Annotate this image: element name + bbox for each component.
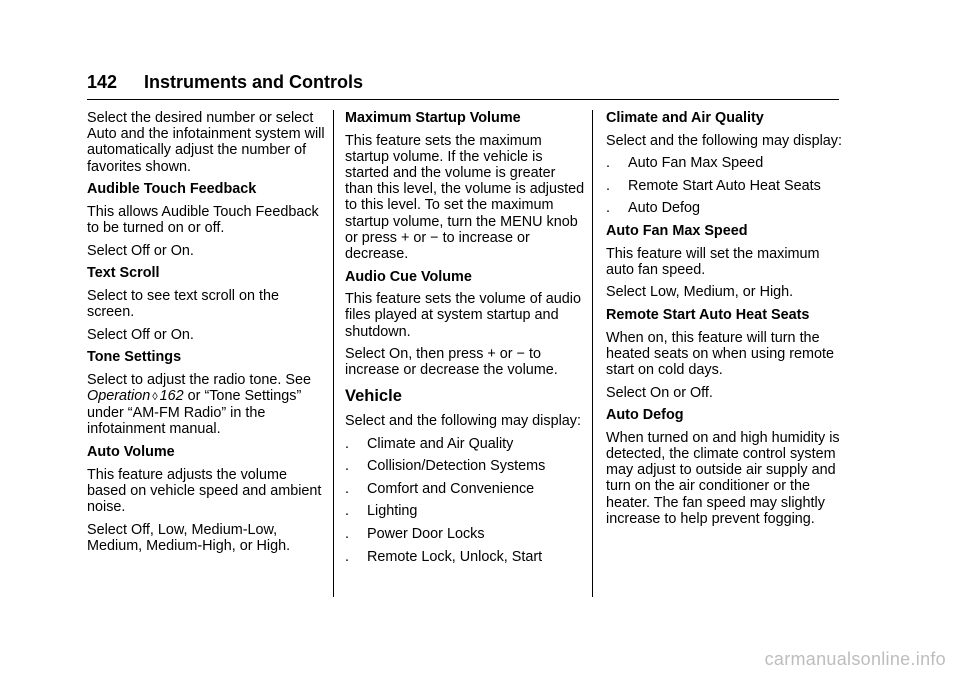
list-item-label: Auto Defog <box>628 200 701 217</box>
bullet-mark: . <box>345 525 349 542</box>
page-reference-number[interactable]: 162 <box>159 387 184 404</box>
auto-volume-paragraph: This feature adjusts the volume based on vehicle speed and ambient noise. <box>87 466 322 515</box>
list-item <box>606 200 846 216</box>
column-2 <box>345 110 585 571</box>
column-divider <box>333 110 334 597</box>
fan-paragraph: This feature will set the maximum auto fan speed. <box>606 245 820 278</box>
page-reference-icon: ◊ <box>152 390 158 403</box>
list-item <box>345 549 585 565</box>
audio-cue-paragraph: This feature sets the volume of audio files played at system startup and shutdown. <box>345 291 581 340</box>
list-item-label: Lighting <box>367 503 418 520</box>
heading-auto-fan-max-speed: Auto Fan Max Speed <box>606 222 748 239</box>
heading-vehicle: Vehicle <box>345 387 402 405</box>
heading-maximum-startup-volume: Maximum Startup Volume <box>345 110 521 126</box>
heading-audible-touch-feedback: Audible Touch Feedback <box>87 181 257 198</box>
tone-paragraph <box>87 372 327 438</box>
column-divider <box>592 110 593 597</box>
watermark: carmanualsonline.info <box>764 649 946 669</box>
heading-auto-volume: Auto Volume <box>87 443 175 460</box>
bullet-mark: . <box>606 177 610 194</box>
list-item <box>345 481 585 497</box>
list-item <box>345 436 585 452</box>
bullet-mark: . <box>606 155 610 172</box>
operation-link[interactable]: Operation <box>87 387 151 404</box>
bullet-mark: . <box>345 503 349 520</box>
list-item <box>345 526 585 542</box>
heading-audio-cue-volume: Audio Cue Volume <box>345 268 472 285</box>
bullet-mark: . <box>345 548 349 565</box>
climate-paragraph: Select and the following may display: <box>606 132 842 149</box>
audible-select-paragraph: Select Off or On. <box>87 242 194 259</box>
heading-tone-settings: Tone Settings <box>87 349 182 366</box>
text-scroll-paragraph: Select to see text scroll on the screen. <box>87 287 279 320</box>
remote-start-select-paragraph: Select On or Off. <box>606 384 713 401</box>
fan-select-paragraph: Select Low, Medium, or High. <box>606 284 794 301</box>
heading-climate-air-quality: Climate and Air Quality <box>606 110 764 126</box>
text-scroll-select-paragraph: Select Off or On. <box>87 326 194 343</box>
list-item-label: Auto Fan Max Speed <box>628 155 764 172</box>
remote-start-paragraph: When on, this feature will turn the heated seats on when using remote start on cold days. <box>606 329 835 378</box>
column-3 <box>606 110 846 533</box>
section-title: Instruments and Controls <box>144 72 364 92</box>
list-item-label: Collision/Detection Systems <box>367 458 546 475</box>
page-number: 142 <box>87 72 118 92</box>
list-item-label: Power Door Locks <box>367 525 485 542</box>
list-item-label: Remote Lock, Unlock, Start <box>367 548 543 565</box>
vehicle-paragraph: Select and the following may display: <box>345 413 581 429</box>
bullet-mark: . <box>606 200 610 217</box>
list-item-label: Climate and Air Quality <box>367 435 514 452</box>
bullet-mark: . <box>345 435 349 452</box>
tone-text-a: Select to adjust the radio tone. See <box>87 371 312 388</box>
defog-paragraph: When turned on and high humidity is detected, the climate control system may adjust to outside air supply and turn on the air conditioner or the heater. The fan speed may slightly increase to help prevent fogging. <box>606 429 840 527</box>
favorites-paragraph: Select the desired number or select Auto and the infotainment system will automatically adjust the number of favorites shown. <box>87 110 325 175</box>
column-1 <box>87 110 327 560</box>
list-item <box>345 503 585 519</box>
header-rule <box>87 99 839 100</box>
tone-text-b: or “Tone Settings” under “AM-FM Radio” in the infotainment manual. <box>87 387 302 438</box>
audible-paragraph: This allows Audible Touch Feedback to be turned on or off. <box>87 203 319 236</box>
auto-volume-select-paragraph: Select Off, Low, Medium-Low, Medium, Medium-High, or High. <box>87 521 291 554</box>
max-startup-paragraph: This feature sets the maximum startup volume. If the vehicle is started and the volume is greater than this level, the volume is adjusted to this level. To set the maximum startup volume, turn the MENU knob or press + or − to increase or decrease. <box>345 132 585 263</box>
list-item-label: Remote Start Auto Heat Seats <box>628 177 821 194</box>
list-item-label: Comfort and Convenience <box>367 480 535 497</box>
bullet-mark: . <box>345 480 349 497</box>
heading-auto-defog: Auto Defog <box>606 407 684 424</box>
heading-remote-start-heat-seats: Remote Start Auto Heat Seats <box>606 306 810 323</box>
list-item <box>606 155 846 171</box>
page-header <box>87 72 839 96</box>
bullet-mark: . <box>345 458 349 475</box>
heading-text-scroll: Text Scroll <box>87 265 160 282</box>
list-item <box>606 178 846 194</box>
list-item <box>345 458 585 474</box>
audio-cue-select-paragraph: Select On, then press + or − to increase or decrease the volume. <box>345 346 558 379</box>
